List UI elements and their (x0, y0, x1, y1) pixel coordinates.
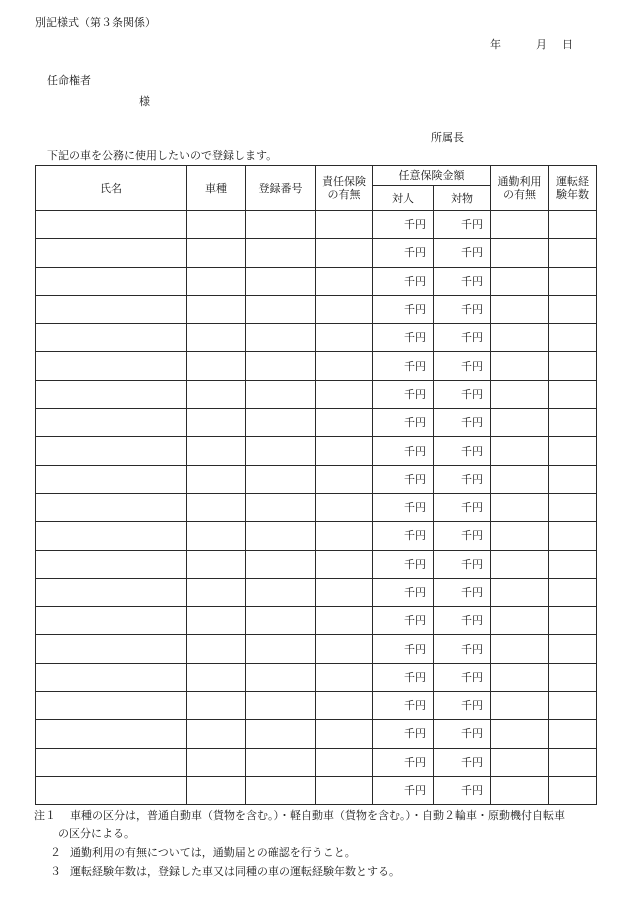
addressee: 任命権者 (47, 74, 91, 87)
bodily-injury-cell: 千円 (373, 295, 434, 323)
driving-experience-cell (549, 239, 597, 267)
commute-use-cell (491, 211, 549, 239)
name-cell (36, 465, 187, 493)
liability-insurance-cell (316, 607, 373, 635)
date-year-label: 年 (490, 38, 501, 51)
vehicle-type-cell (187, 352, 246, 380)
property-damage-cell: 千円 (434, 409, 491, 437)
header-vehicle-type: 車種 (187, 166, 246, 211)
property-damage-cell: 千円 (434, 493, 491, 521)
commute-use-cell (491, 635, 549, 663)
commute-use-cell (491, 720, 549, 748)
name-cell (36, 380, 187, 408)
header-driving-experience (549, 166, 597, 211)
table-row (36, 748, 597, 776)
bodily-injury-cell: 千円 (373, 211, 434, 239)
table-row (36, 635, 597, 663)
vehicle-type-cell (187, 550, 246, 578)
vehicle-type-cell (187, 211, 246, 239)
name-cell (36, 635, 187, 663)
note-1-text-continued: の区分による。 (58, 827, 135, 840)
sender: 所属長 (431, 131, 464, 144)
name-cell (36, 720, 187, 748)
commute-use-cell (491, 550, 549, 578)
registration-number-cell (246, 295, 316, 323)
table-row (36, 267, 597, 295)
registration-number-cell (246, 324, 316, 352)
vehicle-type-cell (187, 663, 246, 691)
name-cell (36, 578, 187, 606)
driving-experience-cell (549, 465, 597, 493)
driving-experience-cell (549, 522, 597, 550)
registration-number-cell (246, 663, 316, 691)
vehicle-type-cell (187, 522, 246, 550)
commute-use-cell (491, 239, 549, 267)
liability-insurance-cell (316, 409, 373, 437)
liability-insurance-cell (316, 720, 373, 748)
name-cell (36, 409, 187, 437)
bodily-injury-cell: 千円 (373, 437, 434, 465)
bodily-injury-cell: 千円 (373, 578, 434, 606)
header-bodily-injury: 対人 (373, 186, 434, 211)
name-cell (36, 493, 187, 521)
driving-experience-cell (549, 748, 597, 776)
vehicle-type-cell (187, 239, 246, 267)
name-cell (36, 776, 187, 804)
vehicle-type-cell (187, 493, 246, 521)
registration-number-cell (246, 607, 316, 635)
commute-use-cell (491, 324, 549, 352)
table-row (36, 493, 597, 521)
name-cell (36, 352, 187, 380)
property-damage-cell: 千円 (434, 522, 491, 550)
property-damage-cell: 千円 (434, 352, 491, 380)
registration-number-cell (246, 776, 316, 804)
property-damage-cell: 千円 (434, 211, 491, 239)
form-title: 別記様式（第３条関係） (35, 16, 156, 29)
registration-number-cell (246, 352, 316, 380)
driving-experience-cell (549, 324, 597, 352)
commute-use-cell (491, 692, 549, 720)
commute-use-cell (491, 409, 549, 437)
registration-number-cell (246, 720, 316, 748)
bodily-injury-cell: 千円 (373, 663, 434, 691)
registration-number-cell (246, 550, 316, 578)
table-row (36, 380, 597, 408)
table-row (36, 578, 597, 606)
note-1-text: 車種の区分は，普通自動車（貨物を含む。）・軽自動車（貨物を含む。）・自動２輪車・原動機付自転車 (70, 809, 565, 822)
header-name: 氏名 (36, 166, 187, 211)
table-header-row (36, 166, 597, 186)
commute-use-cell (491, 352, 549, 380)
commute-use-cell (491, 465, 549, 493)
table-row (36, 607, 597, 635)
vehicle-type-cell (187, 324, 246, 352)
note-3-label: ３ (50, 865, 61, 878)
registration-number-cell (246, 409, 316, 437)
table-row (36, 437, 597, 465)
liability-insurance-cell (316, 493, 373, 521)
liability-insurance-cell (316, 239, 373, 267)
liability-insurance-cell (316, 324, 373, 352)
commute-use-cell (491, 748, 549, 776)
bodily-injury-cell: 千円 (373, 550, 434, 578)
bodily-injury-cell: 千円 (373, 635, 434, 663)
intro-text: 下記の車を公務に使用したいので登録します。 (47, 149, 278, 162)
header-liability-insurance-line2: の有無 (327, 188, 361, 201)
table-body (36, 211, 597, 805)
registration-number-cell (246, 267, 316, 295)
registration-number-cell (246, 635, 316, 663)
vehicle-type-cell (187, 380, 246, 408)
table-row (36, 295, 597, 323)
property-damage-cell: 千円 (434, 380, 491, 408)
bodily-injury-cell: 千円 (373, 324, 434, 352)
name-cell (36, 607, 187, 635)
property-damage-cell: 千円 (434, 776, 491, 804)
name-cell (36, 211, 187, 239)
vehicle-type-cell (187, 776, 246, 804)
registration-number-cell (246, 578, 316, 606)
liability-insurance-cell (316, 267, 373, 295)
registration-number-cell (246, 465, 316, 493)
name-cell (36, 324, 187, 352)
registration-number-cell (246, 748, 316, 776)
driving-experience-cell (549, 211, 597, 239)
commute-use-cell (491, 493, 549, 521)
header-driving-experience-line2: 験年数 (556, 188, 589, 201)
note-3-text: 運転経験年数は，登録した車又は同種の車の運転経験年数とする。 (70, 865, 400, 878)
header-voluntary-insurance: 任意保険金額 (373, 166, 491, 186)
commute-use-cell (491, 295, 549, 323)
table-row (36, 720, 597, 748)
table-row (36, 352, 597, 380)
table-row (36, 550, 597, 578)
header-property-damage: 対物 (434, 186, 491, 211)
name-cell (36, 663, 187, 691)
registration-number-cell (246, 437, 316, 465)
vehicle-type-cell (187, 578, 246, 606)
liability-insurance-cell (316, 776, 373, 804)
liability-insurance-cell (316, 635, 373, 663)
table-row (36, 211, 597, 239)
vehicle-type-cell (187, 267, 246, 295)
property-damage-cell: 千円 (434, 748, 491, 776)
driving-experience-cell (549, 550, 597, 578)
table-row (36, 239, 597, 267)
table-row (36, 409, 597, 437)
driving-experience-cell (549, 776, 597, 804)
header-registration-number: 登録番号 (246, 166, 316, 211)
driving-experience-cell (549, 437, 597, 465)
registration-number-cell (246, 522, 316, 550)
property-damage-cell: 千円 (434, 663, 491, 691)
date-day-label: 日 (562, 38, 573, 51)
liability-insurance-cell (316, 663, 373, 691)
liability-insurance-cell (316, 295, 373, 323)
liability-insurance-cell (316, 550, 373, 578)
honorific: 様 (139, 95, 150, 108)
bodily-injury-cell: 千円 (373, 607, 434, 635)
name-cell (36, 267, 187, 295)
liability-insurance-cell (316, 211, 373, 239)
driving-experience-cell (549, 493, 597, 521)
property-damage-cell: 千円 (434, 607, 491, 635)
liability-insurance-cell (316, 522, 373, 550)
liability-insurance-cell (316, 465, 373, 493)
name-cell (36, 239, 187, 267)
registration-number-cell (246, 239, 316, 267)
registration-number-cell (246, 211, 316, 239)
property-damage-cell: 千円 (434, 578, 491, 606)
commute-use-cell (491, 522, 549, 550)
table-row (36, 522, 597, 550)
bodily-injury-cell: 千円 (373, 267, 434, 295)
bodily-injury-cell: 千円 (373, 380, 434, 408)
driving-experience-cell (549, 409, 597, 437)
driving-experience-cell (549, 380, 597, 408)
driving-experience-cell (549, 352, 597, 380)
bodily-injury-cell: 千円 (373, 239, 434, 267)
liability-insurance-cell (316, 578, 373, 606)
date-month-label: 月 (536, 38, 547, 51)
header-commute-use (491, 166, 549, 211)
table-row (36, 324, 597, 352)
vehicle-type-cell (187, 437, 246, 465)
table-row (36, 692, 597, 720)
header-commute-use-line2: の有無 (503, 188, 536, 201)
property-damage-cell: 千円 (434, 295, 491, 323)
commute-use-cell (491, 607, 549, 635)
driving-experience-cell (549, 578, 597, 606)
registration-number-cell (246, 380, 316, 408)
note-1-label: 注１ (34, 809, 56, 822)
driving-experience-cell (549, 607, 597, 635)
bodily-injury-cell: 千円 (373, 720, 434, 748)
vehicle-type-cell (187, 295, 246, 323)
note-2-text: 通勤利用の有無については，通勤届との確認を行うこと。 (70, 846, 356, 859)
driving-experience-cell (549, 720, 597, 748)
name-cell (36, 692, 187, 720)
name-cell (36, 748, 187, 776)
driving-experience-cell (549, 692, 597, 720)
name-cell (36, 437, 187, 465)
property-damage-cell: 千円 (434, 635, 491, 663)
liability-insurance-cell (316, 352, 373, 380)
header-driving-experience-line1: 運転経 (556, 175, 589, 188)
bodily-injury-cell: 千円 (373, 776, 434, 804)
vehicle-registration-table (35, 165, 597, 805)
name-cell (36, 295, 187, 323)
property-damage-cell: 千円 (434, 437, 491, 465)
driving-experience-cell (549, 295, 597, 323)
vehicle-type-cell (187, 692, 246, 720)
driving-experience-cell (549, 635, 597, 663)
bodily-injury-cell: 千円 (373, 493, 434, 521)
bodily-injury-cell: 千円 (373, 352, 434, 380)
vehicle-type-cell (187, 748, 246, 776)
bodily-injury-cell: 千円 (373, 465, 434, 493)
registration-number-cell (246, 493, 316, 521)
property-damage-cell: 千円 (434, 720, 491, 748)
property-damage-cell: 千円 (434, 550, 491, 578)
header-liability-insurance (316, 166, 373, 211)
vehicle-type-cell (187, 465, 246, 493)
commute-use-cell (491, 267, 549, 295)
vehicle-type-cell (187, 607, 246, 635)
property-damage-cell: 千円 (434, 267, 491, 295)
liability-insurance-cell (316, 748, 373, 776)
commute-use-cell (491, 380, 549, 408)
table-row (36, 663, 597, 691)
name-cell (36, 522, 187, 550)
commute-use-cell (491, 663, 549, 691)
name-cell (36, 550, 187, 578)
driving-experience-cell (549, 663, 597, 691)
table-row (36, 465, 597, 493)
bodily-injury-cell: 千円 (373, 692, 434, 720)
commute-use-cell (491, 776, 549, 804)
property-damage-cell: 千円 (434, 239, 491, 267)
commute-use-cell (491, 578, 549, 606)
bodily-injury-cell: 千円 (373, 522, 434, 550)
vehicle-type-cell (187, 635, 246, 663)
registration-number-cell (246, 692, 316, 720)
vehicle-type-cell (187, 409, 246, 437)
header-commute-use-line1: 通勤利用 (497, 175, 542, 188)
liability-insurance-cell (316, 380, 373, 408)
property-damage-cell: 千円 (434, 465, 491, 493)
liability-insurance-cell (316, 692, 373, 720)
commute-use-cell (491, 437, 549, 465)
bodily-injury-cell: 千円 (373, 748, 434, 776)
driving-experience-cell (549, 267, 597, 295)
bodily-injury-cell: 千円 (373, 409, 434, 437)
liability-insurance-cell (316, 437, 373, 465)
table-row (36, 776, 597, 804)
note-2-label: ２ (50, 846, 61, 859)
property-damage-cell: 千円 (434, 324, 491, 352)
header-liability-insurance-line1: 責任保険 (322, 175, 366, 188)
property-damage-cell: 千円 (434, 692, 491, 720)
vehicle-type-cell (187, 720, 246, 748)
